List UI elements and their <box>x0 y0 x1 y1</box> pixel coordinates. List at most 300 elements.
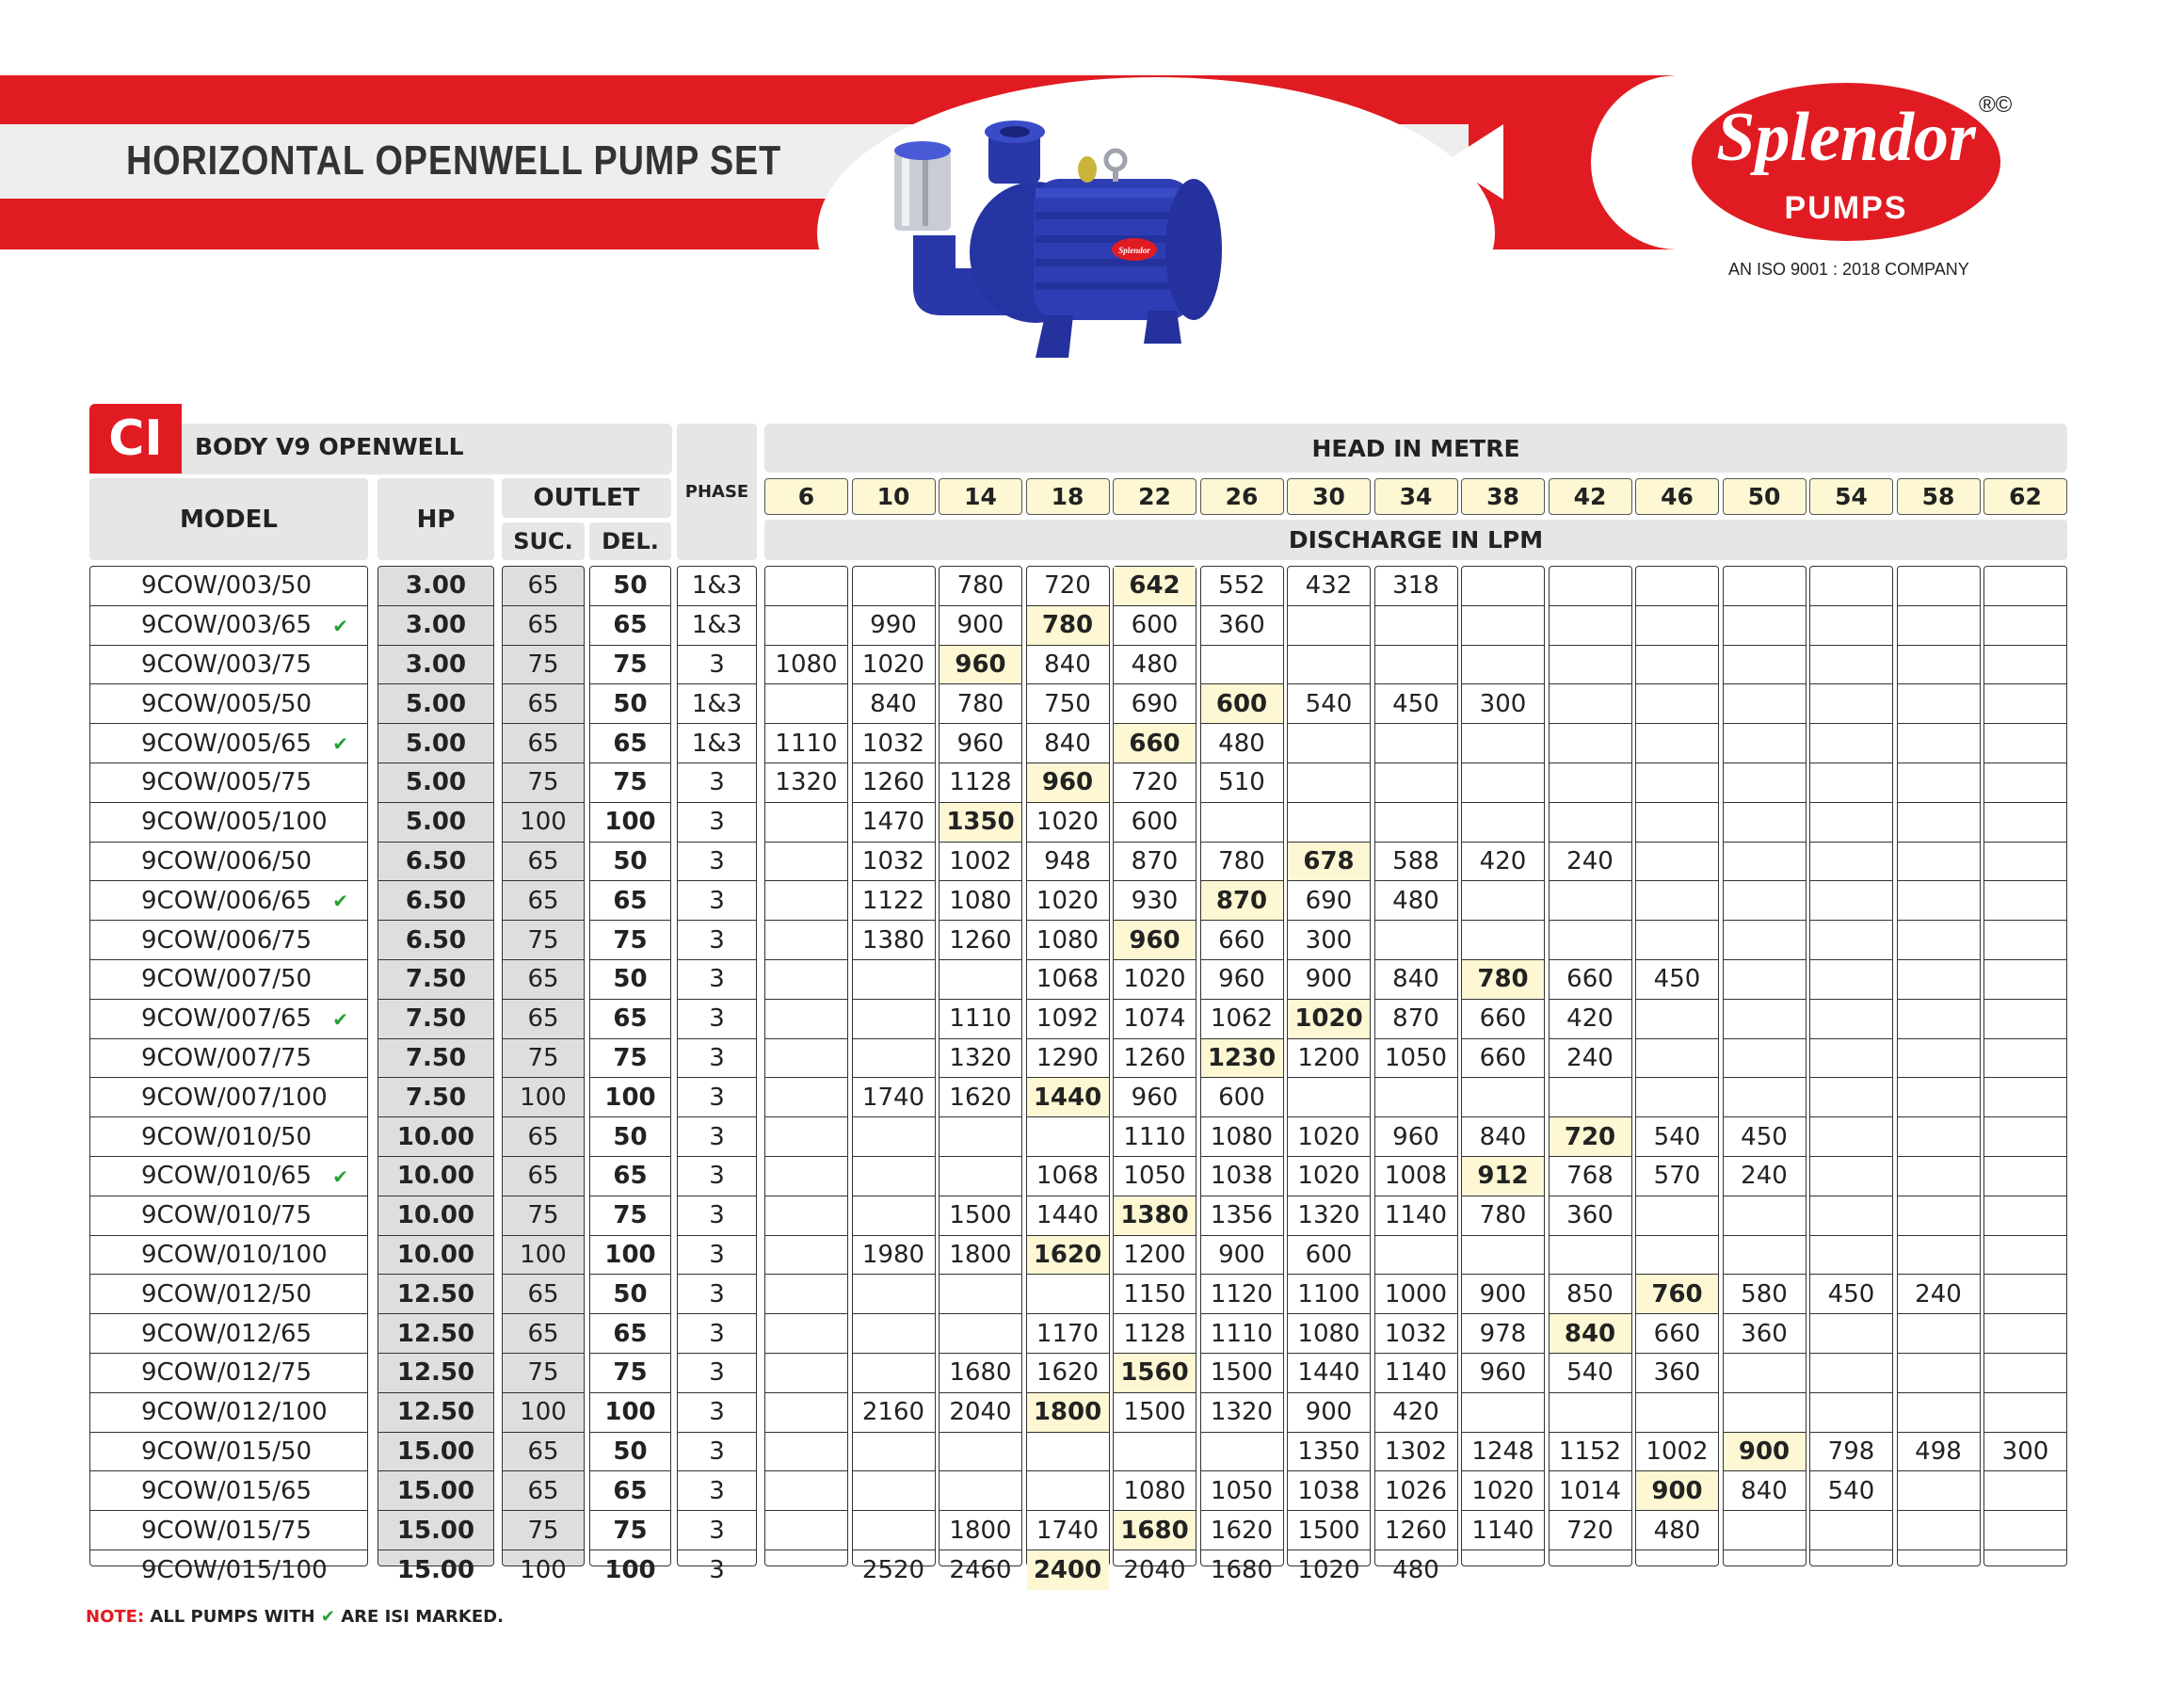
discharge-cell <box>1898 1196 1980 1236</box>
discharge-cell <box>1810 1117 1892 1157</box>
discharge-cell <box>1462 803 1544 843</box>
suction-cell-text: 65 <box>527 1162 559 1191</box>
discharge-cell <box>1375 724 1457 763</box>
discharge-cell <box>1898 1236 1980 1276</box>
note-text-before: ALL PUMPS WITH <box>144 1607 321 1627</box>
phase-cell <box>678 960 756 1000</box>
model-cell-text: 9COW/005/75 <box>141 768 313 797</box>
model-cell-text: 9COW/007/100 <box>141 1083 328 1112</box>
hp-cell <box>378 763 493 803</box>
discharge-cell <box>765 1511 847 1550</box>
hp-cell-text: 5.00 <box>405 808 467 837</box>
discharge-cell <box>1636 921 1718 960</box>
hp-cell-text: 7.50 <box>405 1004 467 1034</box>
discharge-cell <box>765 1117 847 1157</box>
hp-cell <box>378 646 493 685</box>
delivery-cell-text: 65 <box>613 886 648 915</box>
model-cell-text: 9COW/012/75 <box>141 1358 313 1388</box>
discharge-cell: 1290 <box>1027 1039 1109 1079</box>
phase-cell-text: 1&3 <box>691 571 743 601</box>
suction-cell-text: 65 <box>527 1319 559 1348</box>
discharge-cell: 1062 <box>1201 1000 1283 1039</box>
phase-cell-text: 3 <box>709 1319 725 1348</box>
discharge-cell <box>1550 921 1631 960</box>
phase-cell-text: 3 <box>709 808 725 837</box>
phase-cell <box>678 606 756 646</box>
col-header-outlet: OUTLET <box>502 478 671 518</box>
discharge-cell-highlighted: 660 <box>1114 724 1196 763</box>
hp-cell-text: 7.50 <box>405 965 467 994</box>
model-cell <box>90 567 367 606</box>
discharge-cell <box>853 1275 935 1314</box>
discharge-cell <box>853 1354 935 1393</box>
discharge-cell <box>853 1433 935 1472</box>
suction-cell-text: 65 <box>527 1279 559 1309</box>
discharge-cell <box>765 1000 847 1039</box>
hp-cell <box>378 803 493 843</box>
hp-cell <box>378 1078 493 1117</box>
discharge-cell: 798 <box>1810 1433 1892 1472</box>
suction-cell-text: 65 <box>527 1476 559 1505</box>
discharge-cell: 1740 <box>853 1078 935 1117</box>
phase-cell <box>678 1354 756 1393</box>
phase-cell <box>678 921 756 960</box>
suction-cell-text: 65 <box>527 729 559 758</box>
discharge-cell: 1002 <box>1636 1433 1718 1472</box>
discharge-cell-highlighted: 1800 <box>1027 1393 1109 1433</box>
discharge-cell <box>1898 1393 1980 1433</box>
discharge-cell <box>1288 803 1370 843</box>
head-value: 62 <box>1983 478 2067 515</box>
model-cell <box>90 684 367 724</box>
discharge-cell: 870 <box>1114 843 1196 882</box>
model-cell <box>90 1236 367 1276</box>
discharge-cell <box>1724 881 1806 921</box>
discharge-cell <box>939 1314 1021 1354</box>
discharge-cell <box>765 843 847 882</box>
suction-cell <box>503 606 584 646</box>
discharge-cell-highlighted: 2400 <box>1027 1550 1109 1590</box>
discharge-cell <box>1636 606 1718 646</box>
discharge-cell <box>1898 921 1980 960</box>
suction-cell-text: 65 <box>527 571 559 601</box>
discharge-cell <box>1984 724 2066 763</box>
brand-subtitle: PUMPS <box>1784 190 1908 226</box>
hp-cell-text: 15.00 <box>396 1476 475 1505</box>
discharge-cell: 1014 <box>1550 1471 1631 1511</box>
delivery-cell-text: 75 <box>613 925 648 955</box>
discharge-cell: 1248 <box>1462 1433 1544 1472</box>
discharge-cell: 850 <box>1550 1275 1631 1314</box>
discharge-cell-highlighted: 1680 <box>1114 1511 1196 1550</box>
discharge-cell: 1110 <box>765 724 847 763</box>
discharge-cell <box>1810 1550 1892 1590</box>
pump-image <box>894 113 1252 367</box>
delivery-cell-text: 50 <box>613 965 648 994</box>
discharge-cell: 1020 <box>1462 1471 1544 1511</box>
discharge-cell <box>1462 1550 1544 1590</box>
model-cell-text: 9COW/003/50 <box>141 571 313 601</box>
discharge-cell <box>1201 1433 1283 1472</box>
discharge-cell <box>1636 763 1718 803</box>
discharge-cell <box>1462 1078 1544 1117</box>
discharge-cell: 1152 <box>1550 1433 1631 1472</box>
discharge-cell <box>1724 567 1806 606</box>
model-cell <box>90 646 367 685</box>
discharge-cell <box>1810 1393 1892 1433</box>
discharge-cell-highlighted: 780 <box>1027 606 1109 646</box>
discharge-cell: 1050 <box>1201 1471 1283 1511</box>
discharge-cell: 300 <box>1984 1433 2066 1472</box>
phase-cell-text: 3 <box>709 1240 725 1269</box>
phase-cell <box>678 1433 756 1472</box>
discharge-cell: 360 <box>1550 1196 1631 1236</box>
discharge-cell <box>1898 646 1980 685</box>
discharge-cell <box>1462 1236 1544 1276</box>
discharge-cell-highlighted: 760 <box>1636 1275 1718 1314</box>
discharge-cell <box>1027 1275 1109 1314</box>
discharge-cell <box>1984 881 2066 921</box>
discharge-cell <box>1810 1078 1892 1117</box>
discharge-cell <box>1984 1157 2066 1196</box>
discharge-cell <box>1898 724 1980 763</box>
suction-cell-text: 75 <box>527 768 559 797</box>
discharge-cell <box>765 1354 847 1393</box>
discharge-cell: 420 <box>1550 1000 1631 1039</box>
model-cell <box>90 1275 367 1314</box>
phase-cell <box>678 1511 756 1550</box>
hp-cell <box>378 1314 493 1354</box>
discharge-cell: 360 <box>1724 1314 1806 1354</box>
discharge-cell <box>1810 1314 1892 1354</box>
discharge-cell <box>1898 567 1980 606</box>
delivery-cell-text: 100 <box>604 1083 656 1112</box>
hp-cell-text: 6.50 <box>405 846 467 875</box>
discharge-cell: 1050 <box>1375 1039 1457 1079</box>
hp-cell-text: 5.00 <box>405 729 467 758</box>
col-header-hp: HP <box>377 478 494 560</box>
suction-cell <box>503 803 584 843</box>
discharge-cell <box>1636 1236 1718 1276</box>
phase-cell <box>678 1039 756 1079</box>
discharge-cell <box>765 684 847 724</box>
suction-cell-text: 65 <box>527 1437 559 1466</box>
discharge-cell: 432 <box>1288 567 1370 606</box>
phase-cell <box>678 1157 756 1196</box>
model-cell-text: 9COW/006/75 <box>141 925 313 955</box>
discharge-cell: 450 <box>1636 960 1718 1000</box>
delivery-cell <box>590 606 670 646</box>
discharge-cell <box>1724 1393 1806 1433</box>
column-discharge-38 <box>1461 566 1545 1566</box>
discharge-cell: 1068 <box>1027 960 1109 1000</box>
discharge-cell: 570 <box>1636 1157 1718 1196</box>
suction-cell-text: 65 <box>527 965 559 994</box>
discharge-cell: 1500 <box>1288 1511 1370 1550</box>
phase-cell-text: 3 <box>709 1437 725 1466</box>
discharge-cell <box>1550 881 1631 921</box>
model-cell <box>90 1511 367 1550</box>
model-cell <box>90 1550 367 1590</box>
discharge-cell <box>1724 724 1806 763</box>
discharge-cell: 840 <box>853 684 935 724</box>
phase-cell <box>678 843 756 882</box>
phase-cell <box>678 567 756 606</box>
model-cell <box>90 843 367 882</box>
phase-cell <box>678 646 756 685</box>
suction-cell <box>503 567 584 606</box>
delivery-cell <box>590 1393 670 1433</box>
discharge-cell <box>1724 803 1806 843</box>
discharge-cell-highlighted: 720 <box>1550 1117 1631 1157</box>
phase-cell <box>678 684 756 724</box>
phase-cell <box>678 1236 756 1276</box>
discharge-cell: 1320 <box>939 1039 1021 1079</box>
column-discharge-6 <box>764 566 848 1566</box>
discharge-cell: 840 <box>1462 1117 1544 1157</box>
discharge-cell: 1120 <box>1201 1275 1283 1314</box>
discharge-cell <box>1898 803 1980 843</box>
hp-cell <box>378 1354 493 1393</box>
column-phase <box>677 566 757 1584</box>
discharge-cell: 768 <box>1550 1157 1631 1196</box>
discharge-cell: 1200 <box>1114 1236 1196 1276</box>
model-cell <box>90 1000 367 1039</box>
discharge-cell <box>1984 1196 2066 1236</box>
discharge-cell <box>1898 1471 1980 1511</box>
hp-cell-text: 15.00 <box>396 1555 475 1584</box>
suction-cell-text: 65 <box>527 846 559 875</box>
discharge-cell <box>939 960 1021 1000</box>
discharge-cell <box>1375 606 1457 646</box>
suction-cell <box>503 881 584 921</box>
discharge-cell <box>1984 646 2066 685</box>
discharge-cell: 1260 <box>1375 1511 1457 1550</box>
discharge-cell: 1020 <box>1288 1157 1370 1196</box>
discharge-cell <box>1375 763 1457 803</box>
hp-cell-text: 10.00 <box>396 1122 475 1151</box>
discharge-cell: 300 <box>1288 921 1370 960</box>
discharge-cell: 870 <box>1375 1000 1457 1039</box>
column-discharge-22 <box>1113 566 1196 1584</box>
check-icon: ✔ <box>332 732 348 756</box>
column-discharge-26 <box>1200 566 1284 1584</box>
discharge-cell: 1026 <box>1375 1471 1457 1511</box>
discharge-cell <box>1636 684 1718 724</box>
discharge-cell <box>1810 763 1892 803</box>
suction-cell <box>503 1275 584 1314</box>
discharge-cell <box>1898 1511 1980 1550</box>
discharge-cell: 660 <box>1636 1314 1718 1354</box>
discharge-cell <box>1550 803 1631 843</box>
phase-cell <box>678 1393 756 1433</box>
material-badge: CI <box>89 404 182 474</box>
hp-cell <box>378 1157 493 1196</box>
hp-cell <box>378 1511 493 1550</box>
discharge-cell: 1038 <box>1288 1471 1370 1511</box>
column-discharge-54 <box>1809 566 1893 1566</box>
delivery-cell <box>590 684 670 724</box>
suction-cell <box>503 763 584 803</box>
discharge-cell <box>1636 1039 1718 1079</box>
phase-cell-text: 3 <box>709 1358 725 1388</box>
model-cell <box>90 1078 367 1117</box>
suction-cell-text: 65 <box>527 886 559 915</box>
discharge-cell: 1000 <box>1375 1275 1457 1314</box>
discharge-cell <box>1984 1550 2066 1590</box>
discharge-cell-highlighted: 678 <box>1288 843 1370 882</box>
note-text-after: ARE ISI MARKED. <box>334 1607 504 1627</box>
discharge-cell: 1380 <box>853 921 935 960</box>
discharge-cell <box>1462 646 1544 685</box>
phase-cell-text: 3 <box>709 925 725 955</box>
discharge-cell <box>1636 567 1718 606</box>
phase-cell <box>678 1078 756 1117</box>
hp-cell <box>378 1275 493 1314</box>
discharge-cell: 780 <box>1201 843 1283 882</box>
discharge-cell: 2460 <box>949 1555 1012 1584</box>
delivery-cell-text: 100 <box>604 808 656 837</box>
discharge-cell: 1074 <box>1114 1000 1196 1039</box>
delivery-cell-text: 65 <box>613 1319 648 1348</box>
discharge-cell <box>1375 1236 1457 1276</box>
discharge-cell <box>765 1039 847 1079</box>
discharge-cell <box>1898 843 1980 882</box>
delivery-cell-text: 100 <box>604 1240 656 1269</box>
discharge-cell: 1356 <box>1201 1196 1283 1236</box>
discharge-cell <box>1636 803 1718 843</box>
suction-cell-text: 65 <box>527 1122 559 1151</box>
discharge-cell: 360 <box>1636 1354 1718 1393</box>
column-discharge-62 <box>1983 566 2067 1566</box>
discharge-cell: 600 <box>1114 803 1196 843</box>
suction-cell-text: 65 <box>527 611 559 640</box>
discharge-cell: 660 <box>1550 960 1631 1000</box>
discharge-cell <box>1636 1550 1718 1590</box>
hp-cell-text: 12.50 <box>396 1319 475 1348</box>
col-header-model: MODEL <box>89 478 368 560</box>
discharge-cell-highlighted: 780 <box>1462 960 1544 1000</box>
discharge-cell: 1800 <box>939 1236 1021 1276</box>
delivery-cell-text: 65 <box>613 729 648 758</box>
column-discharge-34 <box>1374 566 1458 1584</box>
discharge-cell <box>1027 1117 1109 1157</box>
model-cell <box>90 803 367 843</box>
discharge-cell: 1032 <box>853 843 935 882</box>
hp-cell <box>378 881 493 921</box>
model-cell-text: 9COW/015/50 <box>141 1437 313 1466</box>
discharge-cell <box>1288 646 1370 685</box>
hp-cell <box>378 1196 493 1236</box>
suction-cell <box>503 1236 584 1276</box>
discharge-cell: 1110 <box>939 1000 1021 1039</box>
discharge-cell <box>765 1471 847 1511</box>
discharge-cell <box>1984 803 2066 843</box>
discharge-cell <box>1898 1314 1980 1354</box>
discharge-cell <box>765 921 847 960</box>
discharge-cell: 750 <box>1027 684 1109 724</box>
model-cell-text: 9COW/003/75 <box>141 650 313 679</box>
discharge-cell: 1470 <box>853 803 935 843</box>
discharge-cell-highlighted: 1020 <box>1288 1000 1370 1039</box>
discharge-cell <box>1375 1078 1457 1117</box>
discharge-cell: 660 <box>1462 1000 1544 1039</box>
delivery-cell-text: 50 <box>613 1279 648 1309</box>
discharge-cell <box>765 881 847 921</box>
discharge-cell <box>1898 881 1980 921</box>
discharge-cell <box>1984 1000 2066 1039</box>
delivery-cell-text: 50 <box>613 689 648 718</box>
discharge-cell: 840 <box>1027 724 1109 763</box>
hp-cell <box>378 1000 493 1039</box>
discharge-cell: 2520 <box>861 1555 925 1584</box>
head-value: 22 <box>1113 478 1196 515</box>
discharge-cell: 1020 <box>1027 803 1109 843</box>
model-cell-text: 9COW/010/50 <box>141 1122 313 1151</box>
discharge-cell <box>765 960 847 1000</box>
discharge-cell: 580 <box>1724 1275 1806 1314</box>
delivery-cell-text: 75 <box>613 1358 648 1388</box>
discharge-cell <box>1462 567 1544 606</box>
discharge-cell: 600 <box>1114 606 1196 646</box>
discharge-cell-highlighted: 960 <box>1027 763 1109 803</box>
discharge-cell <box>1636 881 1718 921</box>
suction-cell-text: 100 <box>520 1555 567 1584</box>
delivery-cell-text: 75 <box>613 1201 648 1230</box>
discharge-cell <box>1810 684 1892 724</box>
model-cell <box>90 606 367 646</box>
discharge-cell <box>1724 606 1806 646</box>
suction-cell <box>503 1511 584 1550</box>
discharge-cell: 1110 <box>1114 1117 1196 1157</box>
phase-cell-text: 3 <box>709 1043 725 1072</box>
discharge-cell <box>853 1117 935 1157</box>
hp-cell-text: 6.50 <box>405 886 467 915</box>
discharge-cell: 780 <box>939 684 1021 724</box>
discharge-cell <box>765 567 847 606</box>
discharge-cell: 450 <box>1375 684 1457 724</box>
discharge-cell: 900 <box>1288 1393 1370 1433</box>
body-label: BODY V9 OPENWELL <box>195 433 464 460</box>
suction-cell <box>503 646 584 685</box>
discharge-cell: 1092 <box>1027 1000 1109 1039</box>
discharge-cell: 1260 <box>939 921 1021 960</box>
model-cell-text: 9COW/012/100 <box>141 1398 328 1427</box>
discharge-cell: 1320 <box>765 763 847 803</box>
discharge-cell <box>1724 1039 1806 1079</box>
suction-cell-text: 100 <box>520 1398 567 1427</box>
model-cell <box>90 1393 367 1433</box>
check-icon: ✔ <box>332 614 348 637</box>
model-cell-text: 9COW/006/50 <box>141 846 313 875</box>
hp-cell-text: 3.00 <box>405 611 467 640</box>
discharge-cell: 1302 <box>1375 1433 1457 1472</box>
hp-cell-text: 15.00 <box>396 1516 475 1545</box>
check-icon: ✔ <box>332 890 348 913</box>
delivery-cell <box>590 1550 670 1590</box>
discharge-cell: 2160 <box>853 1393 935 1433</box>
discharge-cell <box>1462 881 1544 921</box>
hp-cell-text: 5.00 <box>405 689 467 718</box>
delivery-cell <box>590 1196 670 1236</box>
delivery-cell-text: 75 <box>613 1516 648 1545</box>
col-header-delivery: DEL. <box>589 522 671 560</box>
discharge-cell <box>1724 843 1806 882</box>
head-value: 42 <box>1549 478 1632 515</box>
discharge-cell <box>1550 646 1631 685</box>
discharge-cell <box>1550 1078 1631 1117</box>
delivery-cell <box>590 1471 670 1511</box>
